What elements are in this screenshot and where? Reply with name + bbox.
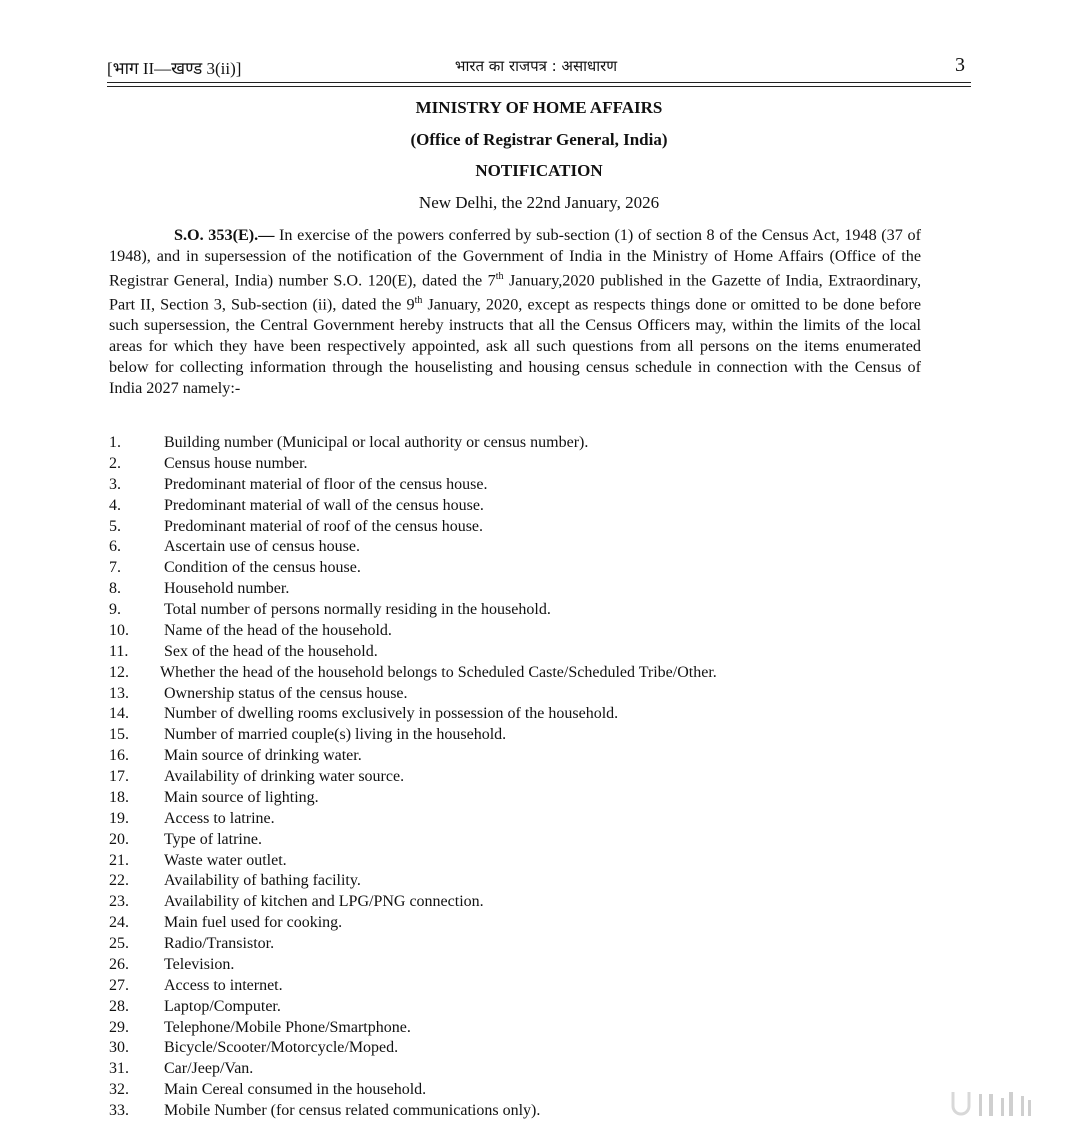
- list-item: [109, 934, 929, 955]
- list-item: [109, 746, 929, 767]
- list-item-text: Condition of the census house.: [164, 559, 361, 577]
- list-item-number: 31.: [109, 1060, 129, 1078]
- para-sup-1: th: [495, 270, 504, 282]
- list-item: [109, 475, 929, 496]
- list-item-number: 16.: [109, 747, 129, 765]
- header-rule-bottom: [107, 86, 971, 87]
- list-item-number: 1.: [109, 434, 121, 451]
- list-item-number: 4.: [109, 496, 121, 514]
- ministry-title: MINISTRY OF HOME AFFAIRS: [415, 98, 663, 117]
- list-item-text: Predominant material of floor of the census house.: [164, 475, 488, 493]
- list-item-number: 26.: [109, 955, 129, 973]
- list-item-number: 21.: [109, 851, 129, 869]
- list-item-text: Household number.: [164, 580, 290, 598]
- notification-paragraph: [109, 225, 921, 399]
- list-item-number: 11.: [109, 642, 129, 660]
- para-sup-2: th: [414, 295, 423, 307]
- list-item-number: 33.: [109, 1102, 129, 1119]
- list-item-number: 9.: [109, 601, 121, 618]
- list-item-text: Availability of drinking water source.: [164, 768, 405, 785]
- header-rule-top: [107, 82, 971, 83]
- list-item-text: Census house number.: [164, 454, 308, 472]
- list-item-number: 24.: [109, 914, 129, 932]
- list-item-number: 14.: [109, 705, 129, 723]
- list-item: [109, 433, 929, 454]
- list-item-text: Number of dwelling rooms exclusively in possession of the household.: [164, 705, 619, 723]
- list-item: [109, 892, 929, 913]
- list-item: [109, 1101, 929, 1122]
- list-item: [109, 1038, 929, 1059]
- list-item: [109, 976, 929, 997]
- list-item-text: Mobile Number (for census related communications only).: [164, 1102, 541, 1119]
- list-item: [109, 496, 929, 517]
- list-item: [109, 642, 929, 663]
- office-title: (Office of Registrar General, India): [410, 130, 668, 149]
- list-item-text: Main source of drinking water.: [164, 747, 362, 765]
- list-item-number: 25.: [109, 935, 129, 952]
- list-item-text: Predominant material of wall of the census house.: [164, 496, 484, 514]
- header-part-section: [भाग II—खण्ड 3(ii)]: [107, 59, 242, 78]
- list-item-number: 20.: [109, 830, 129, 848]
- list-item: [109, 871, 929, 892]
- list-item-text: Car/Jeep/Van.: [164, 1060, 254, 1078]
- list-item-number: 5.: [109, 517, 121, 535]
- list-item-number: 2.: [109, 454, 121, 472]
- list-item-text: Availability of bathing facility.: [164, 872, 361, 890]
- para-text-3: January, 2020, except as respects things done or omitted to be done before such supersession, the Central Government hereby instructs that all the Census Officers may, within the limits of the local areas for which they have been respectively appointed, ask all such questions from all persons on the items enumerated below for collecting information through the houselisting and housing census schedule in connection with the Census of India 2027 namely:-: [109, 295, 921, 398]
- para-text-2: January,2020 published in the Gazette of India, Extraordinary, Part II, Section 3, Sub-section (ii), dated the 9: [109, 271, 921, 314]
- list-item-number: 3.: [109, 475, 121, 493]
- list-item-number: 10.: [109, 621, 129, 639]
- list-item: [109, 600, 929, 621]
- list-item: [109, 1080, 929, 1101]
- watermark-logo: [945, 1088, 1035, 1118]
- list-item-number: 8.: [109, 580, 121, 598]
- gazette-header: [107, 56, 965, 78]
- list-item-text: Television.: [164, 955, 235, 973]
- list-item-text: Main source of lighting.: [164, 788, 319, 806]
- list-item: [109, 684, 929, 705]
- list-item-text: Waste water outlet.: [164, 851, 287, 869]
- list-item-text: Ascertain use of census house.: [164, 538, 360, 556]
- list-item-number: 27.: [109, 976, 129, 994]
- list-item: [109, 704, 929, 725]
- list-item: [109, 809, 929, 830]
- list-item: [109, 767, 929, 788]
- list-item: [109, 788, 929, 809]
- list-item-number: 22.: [109, 872, 129, 890]
- list-item-number: 19.: [109, 809, 129, 827]
- list-item-number: 23.: [109, 893, 129, 911]
- census-items-list: [109, 433, 929, 1122]
- so-number: S.O. 353(E).—: [174, 226, 275, 244]
- list-item: [109, 955, 929, 976]
- list-item-number: 13.: [109, 684, 129, 702]
- list-item: [109, 621, 929, 642]
- list-item-text: Sex of the head of the household.: [164, 642, 378, 660]
- list-item-number: 29.: [109, 1018, 129, 1036]
- list-item-text: Ownership status of the census house.: [164, 684, 408, 702]
- list-item-text: Number of married couple(s) living in the household.: [164, 726, 507, 744]
- list-item-number: 30.: [109, 1039, 129, 1057]
- list-item: [109, 851, 929, 872]
- list-item-number: 28.: [109, 997, 129, 1015]
- list-item: [109, 537, 929, 558]
- list-item: [109, 454, 929, 475]
- list-item-number: 7.: [109, 559, 121, 577]
- list-item-text: Main Cereal consumed in the household.: [164, 1081, 427, 1099]
- list-item: [109, 579, 929, 600]
- list-item-text: Predominant material of roof of the census house.: [164, 517, 484, 535]
- notification-title: NOTIFICATION: [475, 161, 603, 180]
- list-item: [109, 830, 929, 851]
- para-text-1: In exercise of the powers conferred by sub-section (1) of section 8 of the Census Act, 1948 (37 of 1948), and in supersession of the notification of the Government of India in the Ministry of Home Affairs (Office of the Registrar General, India) number S.O. 120(E), dated the 7: [109, 226, 921, 290]
- list-item-text: Telephone/Mobile Phone/Smartphone.: [164, 1018, 411, 1036]
- list-item-text: Name of the head of the household.: [164, 621, 392, 639]
- list-item-text: Building number (Municipal or local authority or census number).: [164, 434, 589, 451]
- header-gazette-title: भारत का राजपत्र : असाधारण: [454, 57, 618, 75]
- list-item: [109, 558, 929, 579]
- list-item-number: 12.: [109, 663, 129, 681]
- list-item-text: Radio/Transistor.: [164, 935, 275, 952]
- list-item-text: Availability of kitchen and LPG/PNG connection.: [164, 893, 484, 911]
- list-item-text: Total number of persons normally residing in the household.: [164, 601, 551, 618]
- list-item: [109, 1059, 929, 1080]
- list-item-text: Laptop/Computer.: [164, 997, 281, 1015]
- list-item-number: 6.: [109, 538, 121, 556]
- list-item-number: 18.: [109, 788, 129, 806]
- list-item-number: 17.: [109, 768, 129, 785]
- list-item: [109, 663, 929, 684]
- dateline: New Delhi, the 22nd January, 2026: [418, 193, 660, 212]
- list-item: [109, 725, 929, 746]
- page-number: 3: [955, 54, 965, 76]
- list-item: [109, 913, 929, 934]
- list-item-number: 32.: [109, 1081, 129, 1099]
- list-item: [109, 997, 929, 1018]
- list-item-number: 15.: [109, 726, 129, 744]
- list-item-text: Whether the head of the household belongs to Scheduled Caste/Scheduled Tribe/Other.: [160, 663, 717, 681]
- list-item-text: Bicycle/Scooter/Motorcycle/Moped.: [164, 1039, 399, 1057]
- list-item: [109, 1018, 929, 1039]
- list-item-text: Main fuel used for cooking.: [164, 914, 343, 932]
- list-item-text: Access to internet.: [164, 976, 283, 994]
- list-item-text: Access to latrine.: [164, 809, 275, 827]
- list-item-text: Type of latrine.: [164, 830, 262, 848]
- list-item: [109, 517, 929, 538]
